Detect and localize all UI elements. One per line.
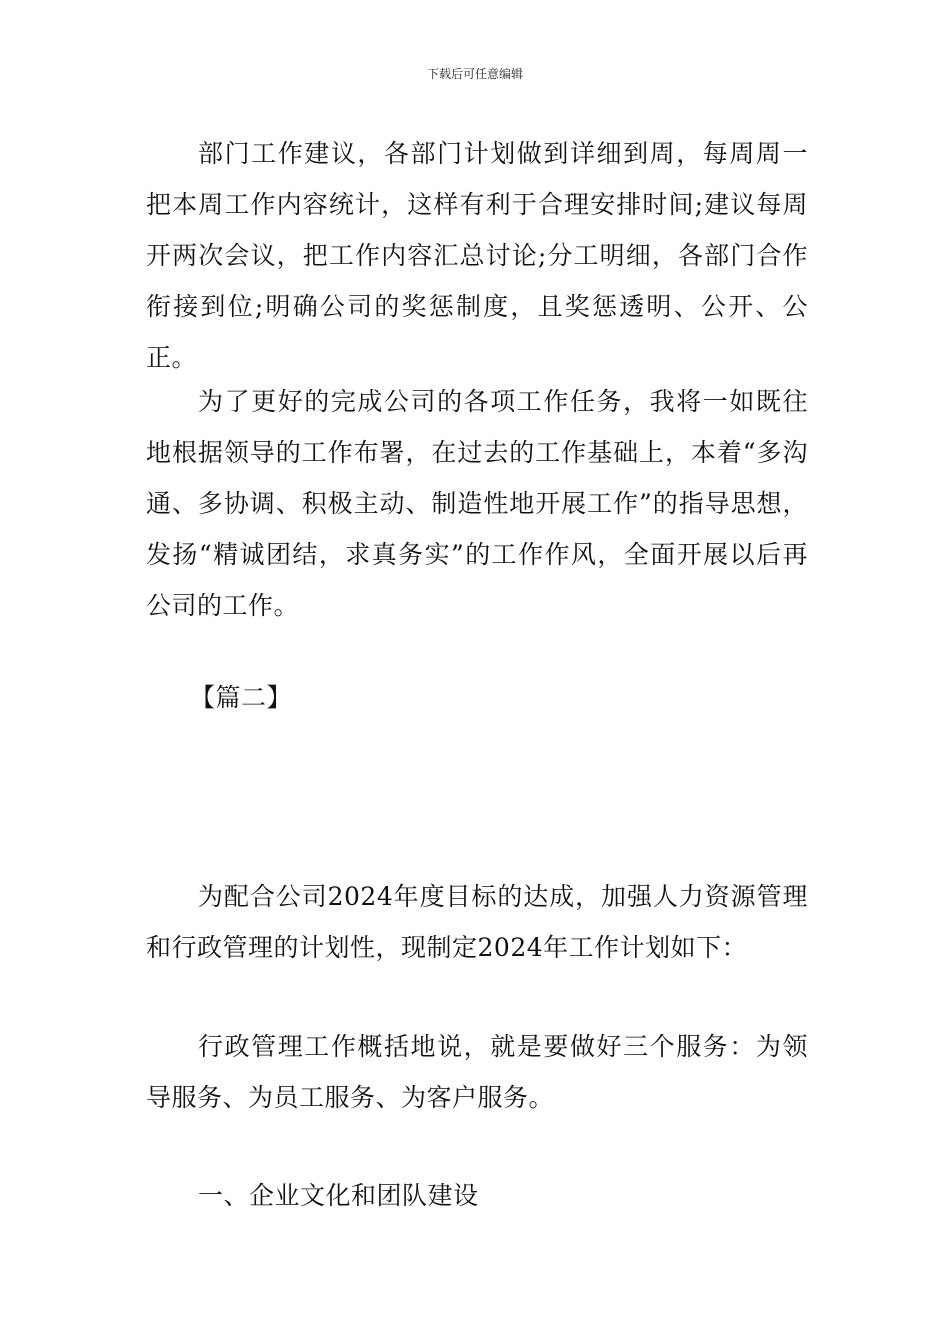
- page-header: 下载后可任意编辑: [426, 67, 523, 81]
- paragraph-work-commitment: 为了更好的完成公司的各项工作任务，我将一如既往地根据领导的工作布署，在过去的工作基础上，本着“多沟通、多协调、积极主动、制造性地开展工作”的指导思想，发扬“精诚团结，求真务实”的工作作风，全面开展以后再公司的工作。: [146, 387, 808, 620]
- paragraph-plan-intro: 为配合公司2024年度目标的达成，加强人力资源管理和行政管理的计划性，现制定2024年工作计划如下：: [146, 882, 808, 962]
- section-heading-part-two: 【篇二】: [190, 683, 293, 712]
- paragraph-admin-services: 行政管理工作概括地说，就是要做好三个服务：为领导服务、为员工服务、为客户服务。: [146, 1032, 808, 1112]
- paragraph-department-suggestions: 部门工作建议，各部门计划做到详细到周，每周周一把本周工作内容统计，这样有利于合理安排时间;建议每周开两次会议，把工作内容汇总讨论;分工明细，各部门合作衔接到位;明确公司的奖惩制度，且奖惩透明、公开、公正。: [146, 139, 808, 372]
- subheading-culture-team: 一、企业文化和团队建设: [198, 1181, 479, 1210]
